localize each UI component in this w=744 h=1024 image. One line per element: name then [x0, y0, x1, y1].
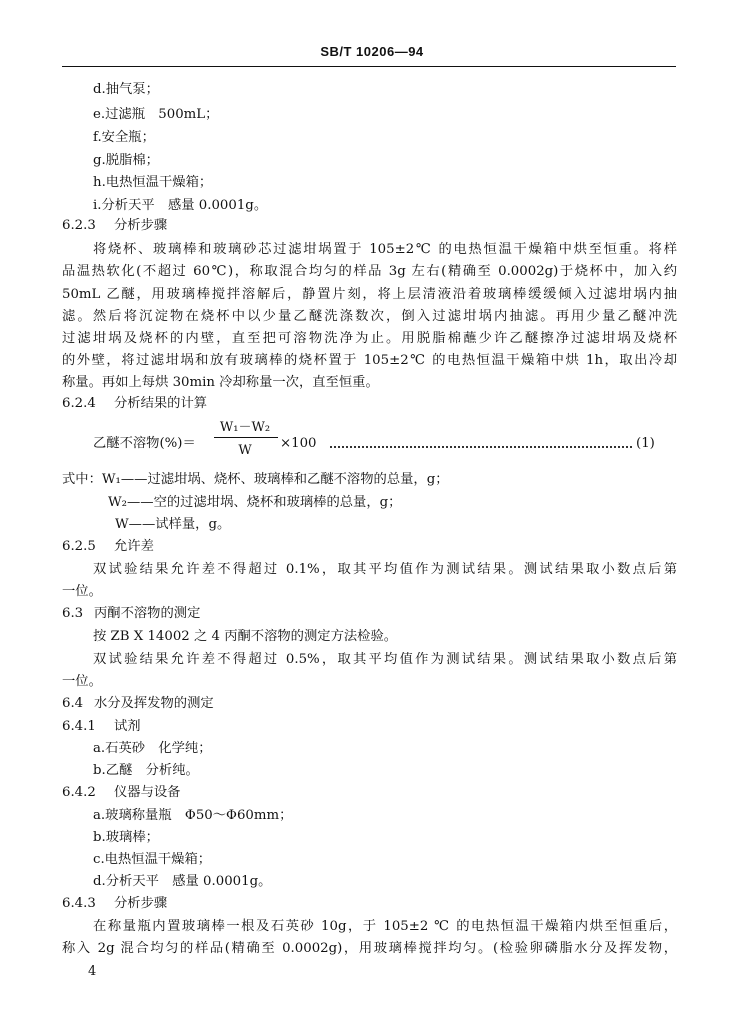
variable-definition: W——试样量，g。 [115, 517, 231, 532]
section-number: 6.4 [62, 696, 84, 711]
equation-number: (1) [636, 436, 655, 451]
section-title: 试剂 [114, 719, 141, 734]
list-item: h.电热恒温干燥箱； [93, 175, 213, 190]
list-item: a.玻璃称量瓶 Φ50～Φ60mm； [93, 808, 293, 823]
section-heading-6-4 [62, 694, 214, 714]
paragraph-line: 一位。 [62, 674, 102, 689]
paragraph-line: 滤。然后将沉淀物在烧杯中以少量乙醚洗涤数次，倒入过滤坩埚内抽滤。再用少量乙醚冲洗 [62, 309, 677, 324]
variable-definition: 式中：W₁——过滤坩埚、烧杯、玻璃棒和乙醚不溶物的总量，g； [62, 472, 449, 487]
formula-lhs: 乙醚不溶物(%)＝ [93, 436, 196, 451]
section-heading-6-2-3 [62, 216, 167, 236]
paragraph-line: 称量。再如上每烘 30min 冷却称量一次，直至恒重。 [62, 375, 379, 390]
list-item: i.分析天平 感量 0.0001g。 [93, 198, 268, 213]
paragraph-line: 在称量瓶内置玻璃棒一根及石英砂 10g，于 105±2 ℃ 的电热恒温干燥箱内烘至恒重后， [93, 919, 677, 934]
list-item: c.电热恒温干燥箱； [93, 852, 212, 867]
formula-rhs: ×100 [280, 436, 317, 451]
section-number: 6.4.2 [62, 785, 96, 800]
paragraph-line: 双试验结果允许差不得超过 0.5%，取其平均值作为测试结果。测试结果取小数点后第 [93, 652, 677, 667]
standard-code-header: SB/T 10206—94 [320, 44, 424, 59]
section-number: 6.2.3 [62, 218, 96, 233]
section-number: 6.2.5 [62, 539, 96, 554]
section-number: 6.4.1 [62, 719, 96, 734]
paragraph-line: 双试验结果允许差不得超过 0.1%，取其平均值作为测试结果。测试结果取小数点后第 [93, 562, 677, 577]
formula-denominator: W [238, 443, 252, 458]
variable-definition: W₂——空的过滤坩埚、烧杯和玻璃棒的总量，g； [108, 495, 402, 510]
section-title: 允许差 [114, 539, 154, 554]
list-item: a.石英砂 化学纯； [93, 741, 212, 756]
list-item: f.安全瓶； [93, 130, 155, 145]
paragraph-line: 品温热软化(不超过 60℃)，称取混合均匀的样品 3g 左右(精确至 0.0002g)于烧杯中，加入约 [62, 264, 677, 279]
fraction-bar [214, 437, 278, 438]
section-title: 分析结果的计算 [114, 396, 208, 411]
paragraph-line: 的外壁，将过滤坩埚和放有玻璃棒的烧杯置于 105±2℃ 的电热恒温干燥箱中烘 1h，取出冷却 [62, 353, 677, 368]
section-title: 水分及挥发物的测定 [94, 696, 214, 711]
section-heading-6-2-4 [62, 394, 207, 414]
paragraph-line: 一位。 [62, 584, 102, 599]
section-heading-6-4-1 [62, 717, 141, 737]
formula-numerator: W₁－W₂ [219, 420, 271, 435]
list-item: d.分析天平 感量 0.0001g。 [93, 874, 272, 889]
section-number: 6.3 [62, 606, 84, 621]
section-heading-6-2-5 [62, 537, 154, 557]
section-number: 6.2.4 [62, 396, 96, 411]
paragraph-line: 称入 2g 混合均匀的样品(精确至 0.0002g)，用玻璃棒搅拌均匀。(检验卵磷脂水分及挥发物， [62, 941, 677, 956]
section-heading-6-4-3 [62, 894, 167, 914]
list-item: d.抽气泵； [93, 82, 159, 97]
section-title: 丙酮不溶物的测定 [94, 606, 201, 621]
section-heading-6-4-2 [62, 783, 180, 803]
section-number: 6.4.3 [62, 896, 96, 911]
list-item: g.脱脂棉； [93, 153, 159, 168]
section-title: 分析步骤 [114, 218, 168, 233]
paragraph-line: 将烧杯、玻璃棒和玻璃砂芯过滤坩埚置于 105±2℃ 的电热恒温干燥箱中烘至恒重。将样 [93, 242, 677, 257]
list-item: e.过滤瓶 500mL； [93, 107, 219, 122]
dot-leader [330, 432, 632, 448]
list-item: b.乙醚 分析纯。 [93, 763, 199, 778]
section-title: 分析步骤 [114, 896, 168, 911]
paragraph-line: 过滤坩埚及烧杯的内壁，直至把可溶物洗净为止。用脱脂棉蘸少许乙醚擦净过滤坩埚及烧杯 [62, 331, 677, 346]
paragraph-line: 50mL 乙醚，用玻璃棒搅拌溶解后，静置片刻，将上层清液沿着玻璃棒缓缓倾入过滤坩埚内抽 [62, 287, 677, 302]
paragraph-line: 按 ZB X 14002 之 4 丙酮不溶物的测定方法检验。 [93, 629, 398, 644]
list-item: b.玻璃棒； [93, 830, 159, 845]
section-heading-6-3 [62, 604, 200, 624]
header-rule [62, 66, 676, 67]
section-title: 仪器与设备 [114, 785, 181, 800]
page-number: 4 [88, 964, 97, 979]
